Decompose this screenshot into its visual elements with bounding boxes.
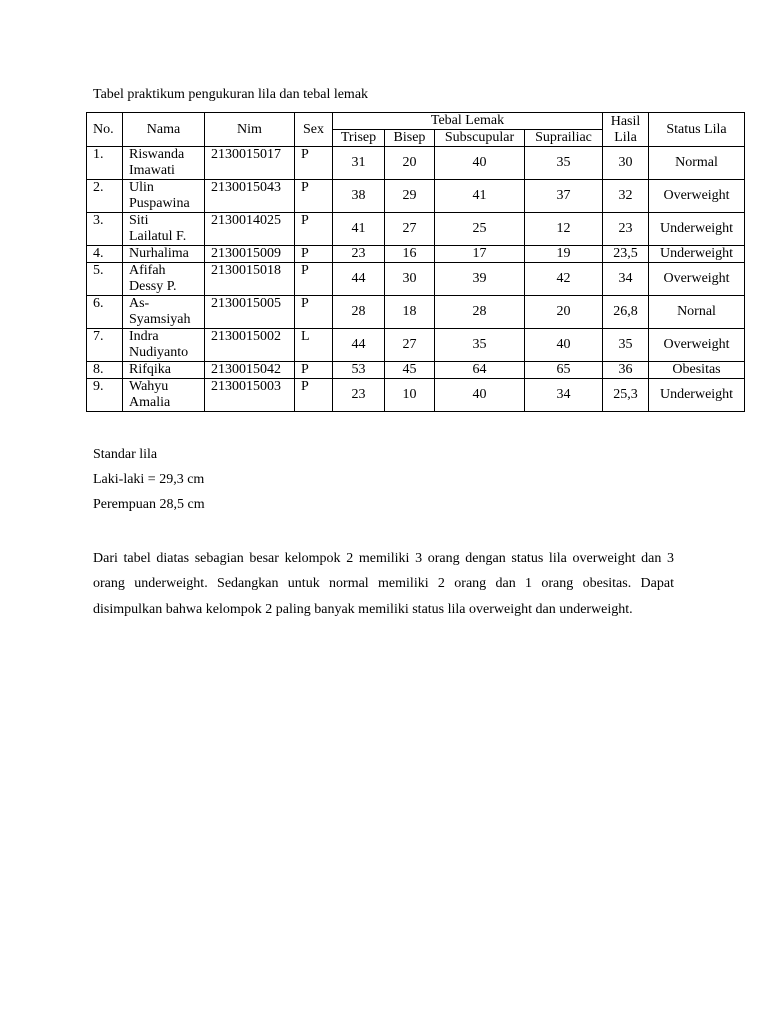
table-row: [87, 213, 745, 246]
header-tebal-lemak: Tebal Lemak: [333, 113, 603, 130]
cell-no: 7.: [87, 329, 123, 362]
cell-nim: 2130015009: [205, 246, 295, 263]
cell-nim: 2130015017: [205, 147, 295, 180]
cell-no: 5.: [87, 263, 123, 296]
cell-sex: P: [295, 296, 333, 329]
cell-nama: Nurhalima: [123, 246, 205, 263]
cell-no: 2.: [87, 180, 123, 213]
standard-female: Perempuan 28,5 cm: [93, 497, 205, 512]
name-line2: Syamsiyah: [129, 312, 191, 327]
cell-status-lila: Overweight: [649, 180, 745, 213]
table-row: [87, 180, 745, 213]
cell-bisep: 29: [385, 180, 435, 213]
cell-suprailiac: 42: [525, 263, 603, 296]
name-line2: Lailatul F.: [129, 229, 187, 244]
cell-subscupular: 40: [435, 147, 525, 180]
cell-subscupular: 35: [435, 329, 525, 362]
name-line2: Amalia: [129, 395, 171, 410]
cell-sex: P: [295, 147, 333, 180]
cell-status-lila: Normal: [649, 147, 745, 180]
header-hasil-lila: [603, 113, 649, 147]
cell-sex: P: [295, 180, 333, 213]
name-line1: Afifah: [129, 263, 166, 278]
cell-subscupular: 17: [435, 246, 525, 263]
cell-trisep: 23: [333, 379, 385, 412]
cell-no: 3.: [87, 213, 123, 246]
cell-nim: 2130015043: [205, 180, 295, 213]
cell-hasil-lila: 23: [603, 213, 649, 246]
cell-nama: [123, 379, 205, 412]
cell-nim: 2130015002: [205, 329, 295, 362]
cell-bisep: 20: [385, 147, 435, 180]
cell-trisep: 23: [333, 246, 385, 263]
cell-trisep: 44: [333, 329, 385, 362]
cell-sex: L: [295, 329, 333, 362]
header-suprailiac: Suprailiac: [525, 130, 603, 147]
cell-status-lila: Underweight: [649, 246, 745, 263]
cell-trisep: 41: [333, 213, 385, 246]
name-line2: Puspawina: [129, 196, 190, 211]
cell-hasil-lila: 26,8: [603, 296, 649, 329]
cell-subscupular: 40: [435, 379, 525, 412]
cell-subscupular: 39: [435, 263, 525, 296]
name-line2: Dessy P.: [129, 279, 177, 294]
cell-subscupular: 41: [435, 180, 525, 213]
cell-suprailiac: 40: [525, 329, 603, 362]
conclusion-paragraph: Dari tabel diatas sebagian besar kelompok 2 memiliki 3 orang dengan status lila overweight dan 3 orang underweight. Sedangkan untuk normal memiliki 2 orang dan 1 orang obesitas. Dapat disimpulkan bahwa kelompok 2 paling banyak memiliki status lila overweight dan underweight.: [93, 551, 674, 617]
cell-no: 8.: [87, 362, 123, 379]
cell-no: 4.: [87, 246, 123, 263]
header-trisep: Trisep: [333, 130, 385, 147]
cell-hasil-lila: 30: [603, 147, 649, 180]
cell-suprailiac: 35: [525, 147, 603, 180]
cell-nama: Rifqika: [123, 362, 205, 379]
cell-suprailiac: 65: [525, 362, 603, 379]
cell-bisep: 18: [385, 296, 435, 329]
cell-sex: P: [295, 362, 333, 379]
table-row: [87, 246, 745, 263]
cell-bisep: 45: [385, 362, 435, 379]
cell-sex: P: [295, 246, 333, 263]
cell-nim: 2130014025: [205, 213, 295, 246]
table-row: [87, 329, 745, 362]
cell-sex: P: [295, 379, 333, 412]
cell-subscupular: 64: [435, 362, 525, 379]
header-subscupular: Subscupular: [435, 130, 525, 147]
cell-trisep: 31: [333, 147, 385, 180]
standard-male: Laki-laki = 29,3 cm: [93, 472, 205, 487]
cell-suprailiac: 37: [525, 180, 603, 213]
cell-subscupular: 28: [435, 296, 525, 329]
cell-status-lila: Underweight: [649, 213, 745, 246]
name-line1: Siti: [129, 213, 149, 228]
name-line1: As-: [129, 296, 150, 311]
cell-sex: P: [295, 263, 333, 296]
cell-nama: [123, 213, 205, 246]
cell-trisep: 44: [333, 263, 385, 296]
cell-bisep: 27: [385, 213, 435, 246]
cell-nim: 2130015005: [205, 296, 295, 329]
cell-suprailiac: 20: [525, 296, 603, 329]
cell-bisep: 16: [385, 246, 435, 263]
cell-trisep: 53: [333, 362, 385, 379]
cell-bisep: 10: [385, 379, 435, 412]
cell-nama: [123, 329, 205, 362]
cell-trisep: 28: [333, 296, 385, 329]
cell-nim: 2130015018: [205, 263, 295, 296]
cell-trisep: 38: [333, 180, 385, 213]
cell-nama: [123, 180, 205, 213]
header-sex: Sex: [295, 113, 333, 147]
cell-suprailiac: 19: [525, 246, 603, 263]
cell-nama: [123, 263, 205, 296]
table-caption: Tabel praktikum pengukuran lila dan tebal lemak: [93, 87, 369, 102]
cell-status-lila: Obesitas: [649, 362, 745, 379]
table-row: [87, 147, 745, 180]
table-row: [87, 379, 745, 412]
cell-nim: 2130015042: [205, 362, 295, 379]
cell-nama: [123, 296, 205, 329]
name-line2: Imawati: [129, 163, 175, 178]
cell-subscupular: 25: [435, 213, 525, 246]
cell-status-lila: Overweight: [649, 263, 745, 296]
cell-hasil-lila: 36: [603, 362, 649, 379]
cell-status-lila: Nornal: [649, 296, 745, 329]
cell-bisep: 27: [385, 329, 435, 362]
cell-bisep: 30: [385, 263, 435, 296]
name-line1: Indra: [129, 329, 159, 344]
cell-nim: 2130015003: [205, 379, 295, 412]
standard-title: Standar lila: [93, 447, 158, 462]
cell-suprailiac: 34: [525, 379, 603, 412]
table-row: [87, 296, 745, 329]
header-status-lila: Status Lila: [649, 113, 745, 147]
cell-nama: [123, 147, 205, 180]
cell-no: 6.: [87, 296, 123, 329]
cell-hasil-lila: 25,3: [603, 379, 649, 412]
header-no: No.: [87, 113, 123, 147]
name-line1: Riswanda: [129, 147, 185, 162]
header-nim: Nim: [205, 113, 295, 147]
cell-hasil-lila: 34: [603, 263, 649, 296]
table-row: [87, 263, 745, 296]
cell-sex: P: [295, 213, 333, 246]
table-row: [87, 362, 745, 379]
cell-status-lila: Underweight: [649, 379, 745, 412]
header-nama: Nama: [123, 113, 205, 147]
cell-hasil-lila: 23,5: [603, 246, 649, 263]
header-hasil-lila-line2: Lila: [614, 129, 637, 145]
cell-no: 9.: [87, 379, 123, 412]
cell-status-lila: Overweight: [649, 329, 745, 362]
name-line1: Wahyu: [129, 379, 169, 394]
lila-table: [86, 112, 745, 412]
cell-no: 1.: [87, 147, 123, 180]
header-hasil-lila-line1: Hasil: [610, 113, 641, 129]
header-bisep: Bisep: [385, 130, 435, 147]
name-line2: Nudiyanto: [129, 345, 189, 360]
cell-suprailiac: 12: [525, 213, 603, 246]
cell-hasil-lila: 35: [603, 329, 649, 362]
cell-hasil-lila: 32: [603, 180, 649, 213]
name-line1: Ulin: [129, 180, 154, 195]
